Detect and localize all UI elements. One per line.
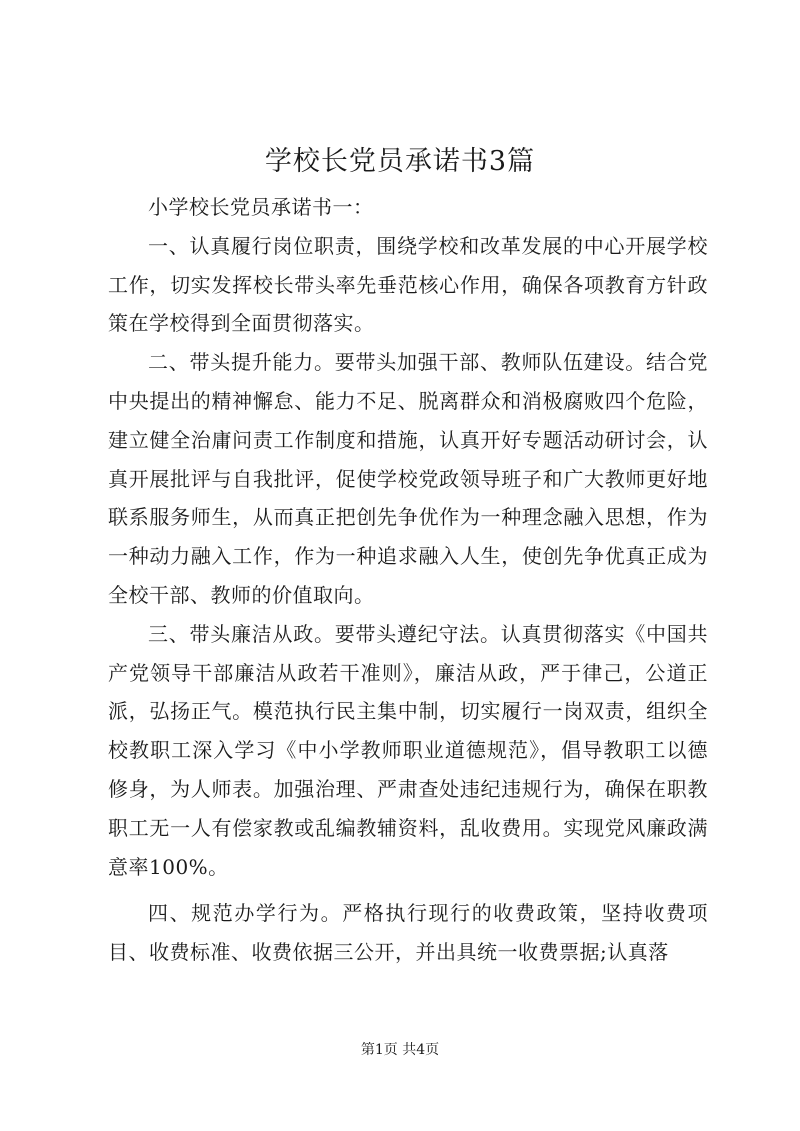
paragraph-item-3: 三、带头廉洁从政。要带头遵纪守法。认真贯彻落实《中国共产党领导干部廉洁从政若干准则》，廉洁从政，严于律己，公道正派，弘扬正气。模范执行民主集中制，切实履行一岗双责，组织全校教职工深入学习《中小学教师职业道德规范》，倡导教职工以德修身，为人师表。加强治理、严肃查处违纪违规行为，确保在职教职工无一人有偿家教或乱编教辅资料，乱收费用。实现党风廉政满意率100%。 bbox=[108, 621, 708, 879]
page-number-footer: 第1页 共4页 bbox=[360, 1042, 440, 1058]
paragraph-item-2: 二、带头提升能力。要带头加强干部、教师队伍建设。结合党中央提出的精神懈怠、能力不足、脱离群众和消极腐败四个危险，建立健全治庸问责工作制度和措施，认真开好专题活动研讨会，认真开展批评与自我批评，促使学校党政领导班子和广大教师更好地联系服务师生，从而真正把创先争优作为一种理念融入思想，作为一种动力融入工作，作为一种追求融入人生，使创先争优真正成为全校干部、教师的价值取向。 bbox=[108, 350, 708, 607]
document-title: 学校长党员承诺书3篇 bbox=[264, 146, 536, 177]
paragraph-item-4: 四、规范办学行为。严格执行现行的收费政策，坚持收费项目、收费标准、收费依据三公开，并出具统一收费票据;认真落 bbox=[108, 901, 708, 965]
paragraph-item-1: 一、认真履行岗位职责，围绕学校和改革发展的中心开展学校工作，切实发挥校长带头率先垂范核心作用，确保各项教育方针政策在学校得到全面贯彻落实。 bbox=[108, 233, 708, 336]
document-body bbox=[108, 188, 708, 972]
paragraph-intro: 小学校长党员承诺书一： bbox=[148, 195, 374, 219]
